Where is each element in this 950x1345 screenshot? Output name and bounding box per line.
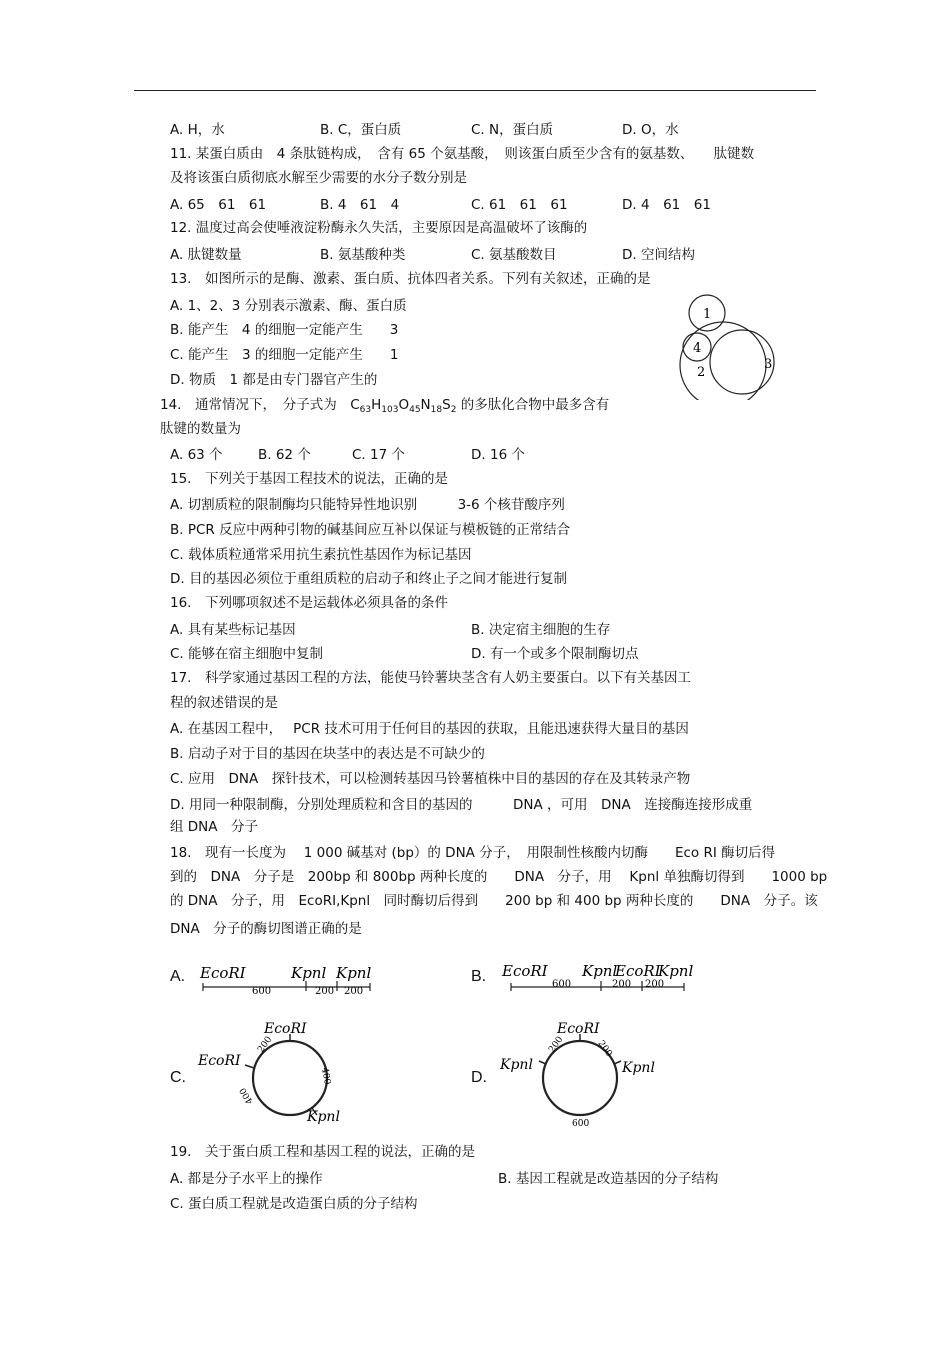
- q15-option-d: D. 目的基因必须位于重组质粒的启动子和终止子之间才能进行复制: [170, 571, 567, 587]
- q18-option-b: B.: [471, 968, 487, 985]
- q17-option-c: C. 应用 DNA 探针技术，可以检测转基因马铃薯植株中目的基因的存在及其转录产物: [170, 771, 691, 787]
- formula-h: H: [371, 397, 382, 413]
- map-c-site-ecori-left: [245, 1065, 254, 1068]
- map-b-label-kpnl-2: Kpnl: [658, 962, 694, 980]
- q19-option-c: C. 蛋白质工程就是改造蛋白质的分子结构: [170, 1196, 418, 1212]
- q16-option-b: B. 决定宿主细胞的生存: [471, 622, 611, 638]
- formula-h-count: 103: [381, 405, 399, 415]
- map-c-label-kpnl: Kpnl: [307, 1109, 340, 1125]
- q11-option-a: A. 65 61 61: [170, 197, 267, 213]
- q11-option-b: B. 4 61 4: [320, 197, 400, 213]
- q18-option-d: D.: [471, 1069, 487, 1086]
- formula-n: N: [420, 397, 431, 413]
- q14-stem-line2: 肽键的数量为: [160, 421, 241, 437]
- q18-option-a: A.: [170, 968, 186, 985]
- q13-venn-diagram: [670, 290, 790, 400]
- map-d-seg-1: 200: [547, 1034, 566, 1055]
- q12-option-c: C. 氨基酸数目: [471, 247, 557, 263]
- q19-option-b: B. 基因工程就是改造基因的分子结构: [498, 1171, 719, 1187]
- map-a-seg-1: 600: [252, 986, 272, 997]
- formula-s: S: [442, 397, 451, 413]
- formula-n-count: 18: [430, 405, 443, 415]
- q14-stem-line1: [160, 396, 609, 419]
- header-rule: [134, 90, 816, 91]
- map-d-seg-3: 600: [572, 1119, 590, 1129]
- q13-option-b: B. 能产生 4 的细胞一定能产生 3: [170, 322, 399, 338]
- q11-stem-line1: 11. 某蛋白质由 4 条肽链构成， 含有 65 个氨基酸， 则该蛋白质至少含有的氨基数、 肽键数: [170, 146, 755, 162]
- map-b-seg-3: 200: [645, 979, 665, 990]
- q12-stem: 12. 温度过高会使唾液淀粉酶永久失活，主要原因是高温破坏了该酶的: [170, 220, 588, 236]
- q14-option-d: D. 16 个: [471, 447, 525, 463]
- q19-option-a: A. 都是分子水平上的操作: [170, 1171, 323, 1187]
- venn-label-2: 2: [697, 365, 706, 380]
- map-c-label-ecori-top: EcoRI: [264, 1021, 307, 1037]
- q13-stem: 13. 如图所示的是酶、激素、蛋白质、抗体四者关系。下列有关叙述，正确的是: [170, 271, 651, 287]
- q14-stem-prefix: 14. 通常情况下， 分子式为 C: [160, 397, 360, 413]
- q17-option-b: B. 启动子对于目的基因在块茎中的表达是不可缺少的: [170, 746, 485, 762]
- map-d-site-kpnl-right: [614, 1061, 621, 1064]
- q15-option-b: B. PCR 反应中两种引物的碱基间应互补以保证与模板链的正常结合: [170, 522, 571, 538]
- map-d-site-kpnl-left: [539, 1061, 546, 1064]
- q18-option-c: C.: [170, 1069, 186, 1086]
- formula-s-count: 2: [450, 405, 457, 415]
- q15-option-a: A. 切割质粒的限制酶均只能特异性地识别 3-6 个核苷酸序列: [170, 497, 565, 513]
- q15-option-c: C. 载体质粒通常采用抗生素抗性基因作为标记基因: [170, 547, 472, 563]
- formula-o-count: 45: [409, 405, 421, 415]
- q11-option-d: D. 4 61 61: [622, 197, 711, 213]
- map-b-label-ecori-2: EcoRI: [615, 962, 661, 980]
- q16-option-c: C. 能够在宿主细胞中复制: [170, 646, 324, 662]
- q18-stem-line3: 的 DNA 分子，用 EcoRI,Kpnl 同时酶切后得到 200 bp 和 400 bp 两种长度的 DNA 分子。该: [170, 893, 818, 909]
- q10-option-b: B. C，蛋白质: [320, 122, 402, 138]
- formula-c-count: 63: [359, 405, 372, 415]
- q16-option-d: D. 有一个或多个限制酶切点: [471, 646, 639, 662]
- q10-option-d: D. O，水: [622, 122, 679, 138]
- map-a-label-kpnl-2: Kpnl: [336, 964, 372, 982]
- map-c-seg-2: 400: [319, 1066, 332, 1086]
- formula-o: O: [398, 397, 410, 413]
- q12-option-b: B. 氨基酸种类: [320, 247, 406, 263]
- q14-option-b: B. 62 个: [258, 447, 311, 463]
- q11-option-c: C. 61 61 61: [471, 197, 568, 213]
- map-b-seg-1: 600: [552, 979, 572, 990]
- map-d-seg-2: 200: [595, 1038, 614, 1059]
- map-a-seg-3: 200: [344, 986, 364, 997]
- map-a-seg-2: 200: [315, 986, 335, 997]
- venn-label-1: 1: [703, 307, 712, 322]
- q18-map-a-linear: [198, 960, 388, 1000]
- q12-option-a: A. 肽键数量: [170, 247, 242, 263]
- q17-stem-line2: 程的叙述错误的是: [170, 695, 278, 711]
- map-a-label-kpnl-1: Kpnl: [291, 964, 327, 982]
- q17-stem-line1: 17. 科学家通过基因工程的方法，能使马铃薯块茎含有人奶主要蛋白。以下有关基因工: [170, 670, 691, 686]
- map-d-label-kpnl-right: Kpnl: [622, 1060, 655, 1076]
- q10-option-c: C. N，蛋白质: [471, 122, 554, 138]
- map-b-seg-2: 200: [612, 979, 632, 990]
- map-c-seg-1: 200: [256, 1034, 275, 1055]
- q16-option-a: A. 具有某些标记基因: [170, 622, 296, 638]
- map-b-label-kpnl-1: Kpnl: [582, 962, 618, 980]
- q17-option-a: A. 在基因工程中， PCR 技术可用于任何目的基因的获取，且能迅速获得大量目的基因: [170, 721, 689, 737]
- q18-stem-line1: 18. 现有一长度为 1 000 碱基对 (bp）的 DNA 分子， 用限制性核酸内切酶 Eco RI 酶切后得: [170, 845, 776, 861]
- venn-label-3: 3: [764, 357, 773, 372]
- venn-label-4: 4: [693, 341, 702, 356]
- q18-map-b-linear: [500, 956, 700, 996]
- q14-option-c: C. 17 个: [352, 447, 405, 463]
- q18-map-c-circular: [195, 1015, 345, 1130]
- q14-option-a: A. 63 个: [170, 447, 223, 463]
- map-d-label-kpnl-left: Kpnl: [500, 1057, 533, 1073]
- q18-stem-line4: DNA 分子的酶切图谱正确的是: [170, 921, 362, 937]
- q13-option-d: D. 物质 1 都是由专门器官产生的: [170, 372, 378, 388]
- q10-option-a: A. H，水: [170, 122, 225, 138]
- q11-stem-line2: 及将该蛋白质彻底水解至少需要的水分子数分别是: [170, 170, 467, 186]
- q17-option-d-line2: 组 DNA 分子: [170, 819, 259, 835]
- q15-stem: 15. 下列关于基因工程技术的说法，正确的是: [170, 471, 448, 487]
- q14-stem-suffix: 的多肽化合物中最多含有: [456, 397, 610, 413]
- q13-option-a: A. 1、2、3 分别表示激素、酶、蛋白质: [170, 298, 407, 314]
- map-a-label-ecori: EcoRI: [200, 964, 246, 982]
- q18-map-d-circular: [495, 1015, 665, 1130]
- q16-stem: 16. 下列哪项叙述不是运载体必须具备的条件: [170, 595, 448, 611]
- map-b-label-ecori-1: EcoRI: [502, 962, 548, 980]
- map-c-seg-3: 400: [238, 1085, 256, 1106]
- map-c-label-ecori-left: EcoRI: [198, 1053, 241, 1069]
- q17-option-d-line1: D. 用同一种限制酶，分别处理质粒和含目的基因的 DNA ，可用 DNA 连接酶连接形成重: [170, 797, 753, 813]
- q12-option-d: D. 空间结构: [622, 247, 695, 263]
- map-d-label-ecori: EcoRI: [557, 1021, 600, 1037]
- q13-option-c: C. 能产生 3 的细胞一定能产生 1: [170, 347, 399, 363]
- q18-stem-line2: 到的 DNA 分子是 200bp 和 800bp 两种长度的 DNA 分子，用 Kpnl 单独酶切得到 1000 bp: [170, 869, 828, 885]
- q19-stem: 19. 关于蛋白质工程和基因工程的说法，正确的是: [170, 1144, 475, 1160]
